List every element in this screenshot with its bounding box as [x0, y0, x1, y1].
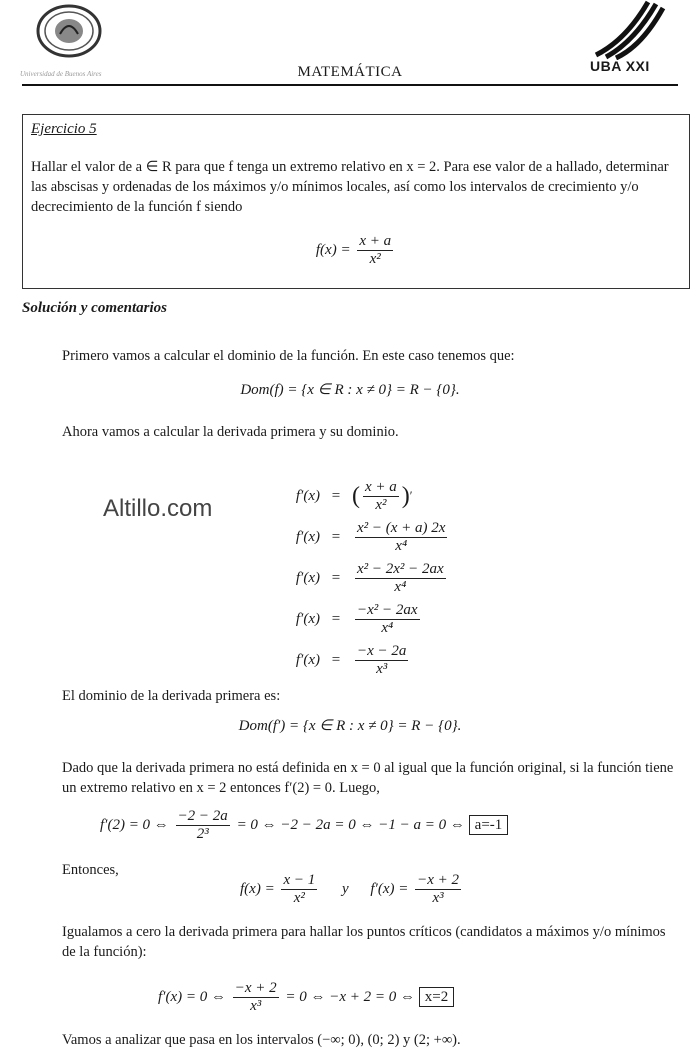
uba-brand-text: UBA XXI: [590, 58, 650, 74]
numerator: −x + 2: [234, 980, 277, 996]
derivation-lhs: f′(x): [295, 488, 320, 504]
equation-solve-a: [100, 808, 508, 843]
header-title: MATEMÁTICA: [297, 64, 403, 80]
paragraph-condition: Dado que la derivada primera no está definida en x = 0 al igual que la función original, si la función tiene un extremo relativo en x = 2 entonces f′(2) = 0. Luego,: [62, 760, 674, 796]
derivation-lhs: f′(x): [295, 611, 320, 627]
paragraph-critical-points: Igualamos a cero la derivada primera para hallar los puntos críticos (candidatos a máximos y/o mínimos de la función):: [62, 924, 666, 960]
fraction: [355, 561, 446, 596]
prime-mark: ′: [409, 489, 413, 503]
denominator: x⁴: [355, 578, 446, 596]
watermark-text: Altillo.com: [103, 495, 213, 522]
derivation-equals: =: [331, 652, 341, 668]
paragraph-derivative-intro: Ahora vamos a calcular la derivada primera y su dominio.: [62, 424, 399, 440]
fraction: [281, 872, 317, 907]
numerator: x + a: [359, 233, 392, 249]
numerator: x − 1: [283, 872, 316, 888]
derivation-equals: =: [331, 570, 341, 586]
eq-part: f′(2) = 0 ⇔: [100, 816, 169, 833]
denominator: x³: [355, 660, 408, 678]
equation-domain-f: Dom(f) = {x ∈ R : x ≠ 0} = R − {0}.: [240, 382, 460, 398]
derivation-row: [270, 640, 450, 681]
derivation-row: [270, 517, 450, 558]
paragraph-intervals: Vamos a analizar que pasa en los intervalos (−∞; 0), (0; 2) y (2; +∞).: [62, 1032, 461, 1048]
paragraph-derivative-domain: El dominio de la derivada primera es:: [62, 688, 281, 704]
numerator: −x² − 2ax: [357, 602, 418, 618]
derivation-lhs: f′(x): [295, 570, 320, 586]
paragraph-domain-intro: Primero vamos a calcular el dominio de la función. En este caso tenemos que:: [62, 348, 515, 364]
eq-part: = 0 ⇔ −x + 2 = 0 ⇔: [285, 988, 416, 1005]
eq-part: = 0 ⇔ −2 − 2a = 0 ⇔ −1 − a = 0 ⇔: [236, 816, 465, 833]
derivation-equals: =: [331, 488, 341, 504]
fraction: [363, 479, 399, 514]
university-seal-icon: [36, 4, 102, 58]
fraction: [176, 808, 230, 843]
denominator: x⁴: [355, 537, 447, 555]
eq-part: f′(x) = 0 ⇔: [158, 988, 226, 1005]
exercise-box: [22, 114, 690, 289]
conjunction: y: [341, 880, 349, 897]
derivation-row: [270, 476, 450, 517]
header-divider: [22, 84, 678, 86]
eq-part: f(x) =: [240, 880, 275, 897]
derivation-row: [270, 558, 450, 599]
numerator: x² − 2x² − 2ax: [357, 561, 444, 577]
exercise-statement: Hallar el valor de a ∈ R para que f tenga un extremo relativo en x = 2. Para ese valor de a hallado, determinar las abscisas y ordenadas de los máximos y/o mínimos locales, así como los intervalos de crecimiento y/o decrecimiento de la función f siendo: [31, 159, 669, 215]
derivation-equals: =: [331, 611, 341, 627]
eq-part: f′(x) =: [370, 880, 409, 897]
fraction: [357, 233, 393, 268]
left-paren: (: [352, 483, 360, 509]
denominator: 2³: [176, 825, 230, 843]
equation-final-functions: [240, 872, 464, 907]
derivation-row: [270, 599, 450, 640]
right-paren: ): [401, 483, 410, 509]
result-x-box: x=2: [419, 987, 454, 1007]
denominator: x²: [357, 250, 393, 268]
equation-domain-fprime: Dom(f′) = {x ∈ R : x ≠ 0} = R − {0}.: [238, 718, 462, 734]
numerator: −x + 2: [417, 872, 460, 888]
denominator: x³: [233, 997, 279, 1015]
derivation-equals: =: [331, 529, 341, 545]
equation-critical-point: [158, 980, 454, 1015]
exercise-function: [23, 233, 689, 268]
paragraph-then: Entonces,: [62, 862, 119, 878]
denominator: x²: [281, 889, 317, 907]
derivation-lhs: f′(x): [295, 529, 320, 545]
numerator: −2 − 2a: [177, 808, 228, 824]
solution-heading: Solución y comentarios: [22, 300, 168, 316]
fraction: [233, 980, 279, 1015]
fraction: [355, 643, 408, 678]
uba-logo-icon: [586, 0, 666, 60]
fraction: [415, 872, 461, 907]
derivation-lhs: f′(x): [295, 652, 320, 668]
numerator: x + a: [365, 479, 397, 495]
fraction: [355, 602, 420, 637]
fraction: [355, 520, 447, 555]
seal-caption: Universidad de Buenos Aires: [20, 70, 102, 78]
formula-lhs: f(x) =: [315, 241, 351, 258]
denominator: x⁴: [355, 619, 420, 637]
exercise-title: Ejercicio 5: [31, 121, 97, 137]
derivative-derivation: [270, 476, 450, 681]
denominator: x³: [415, 889, 461, 907]
result-a-box: a=-1: [469, 815, 509, 835]
numerator: −x − 2a: [357, 643, 407, 659]
denominator: x²: [363, 496, 399, 514]
numerator: x² − (x + a) 2x: [357, 520, 446, 536]
